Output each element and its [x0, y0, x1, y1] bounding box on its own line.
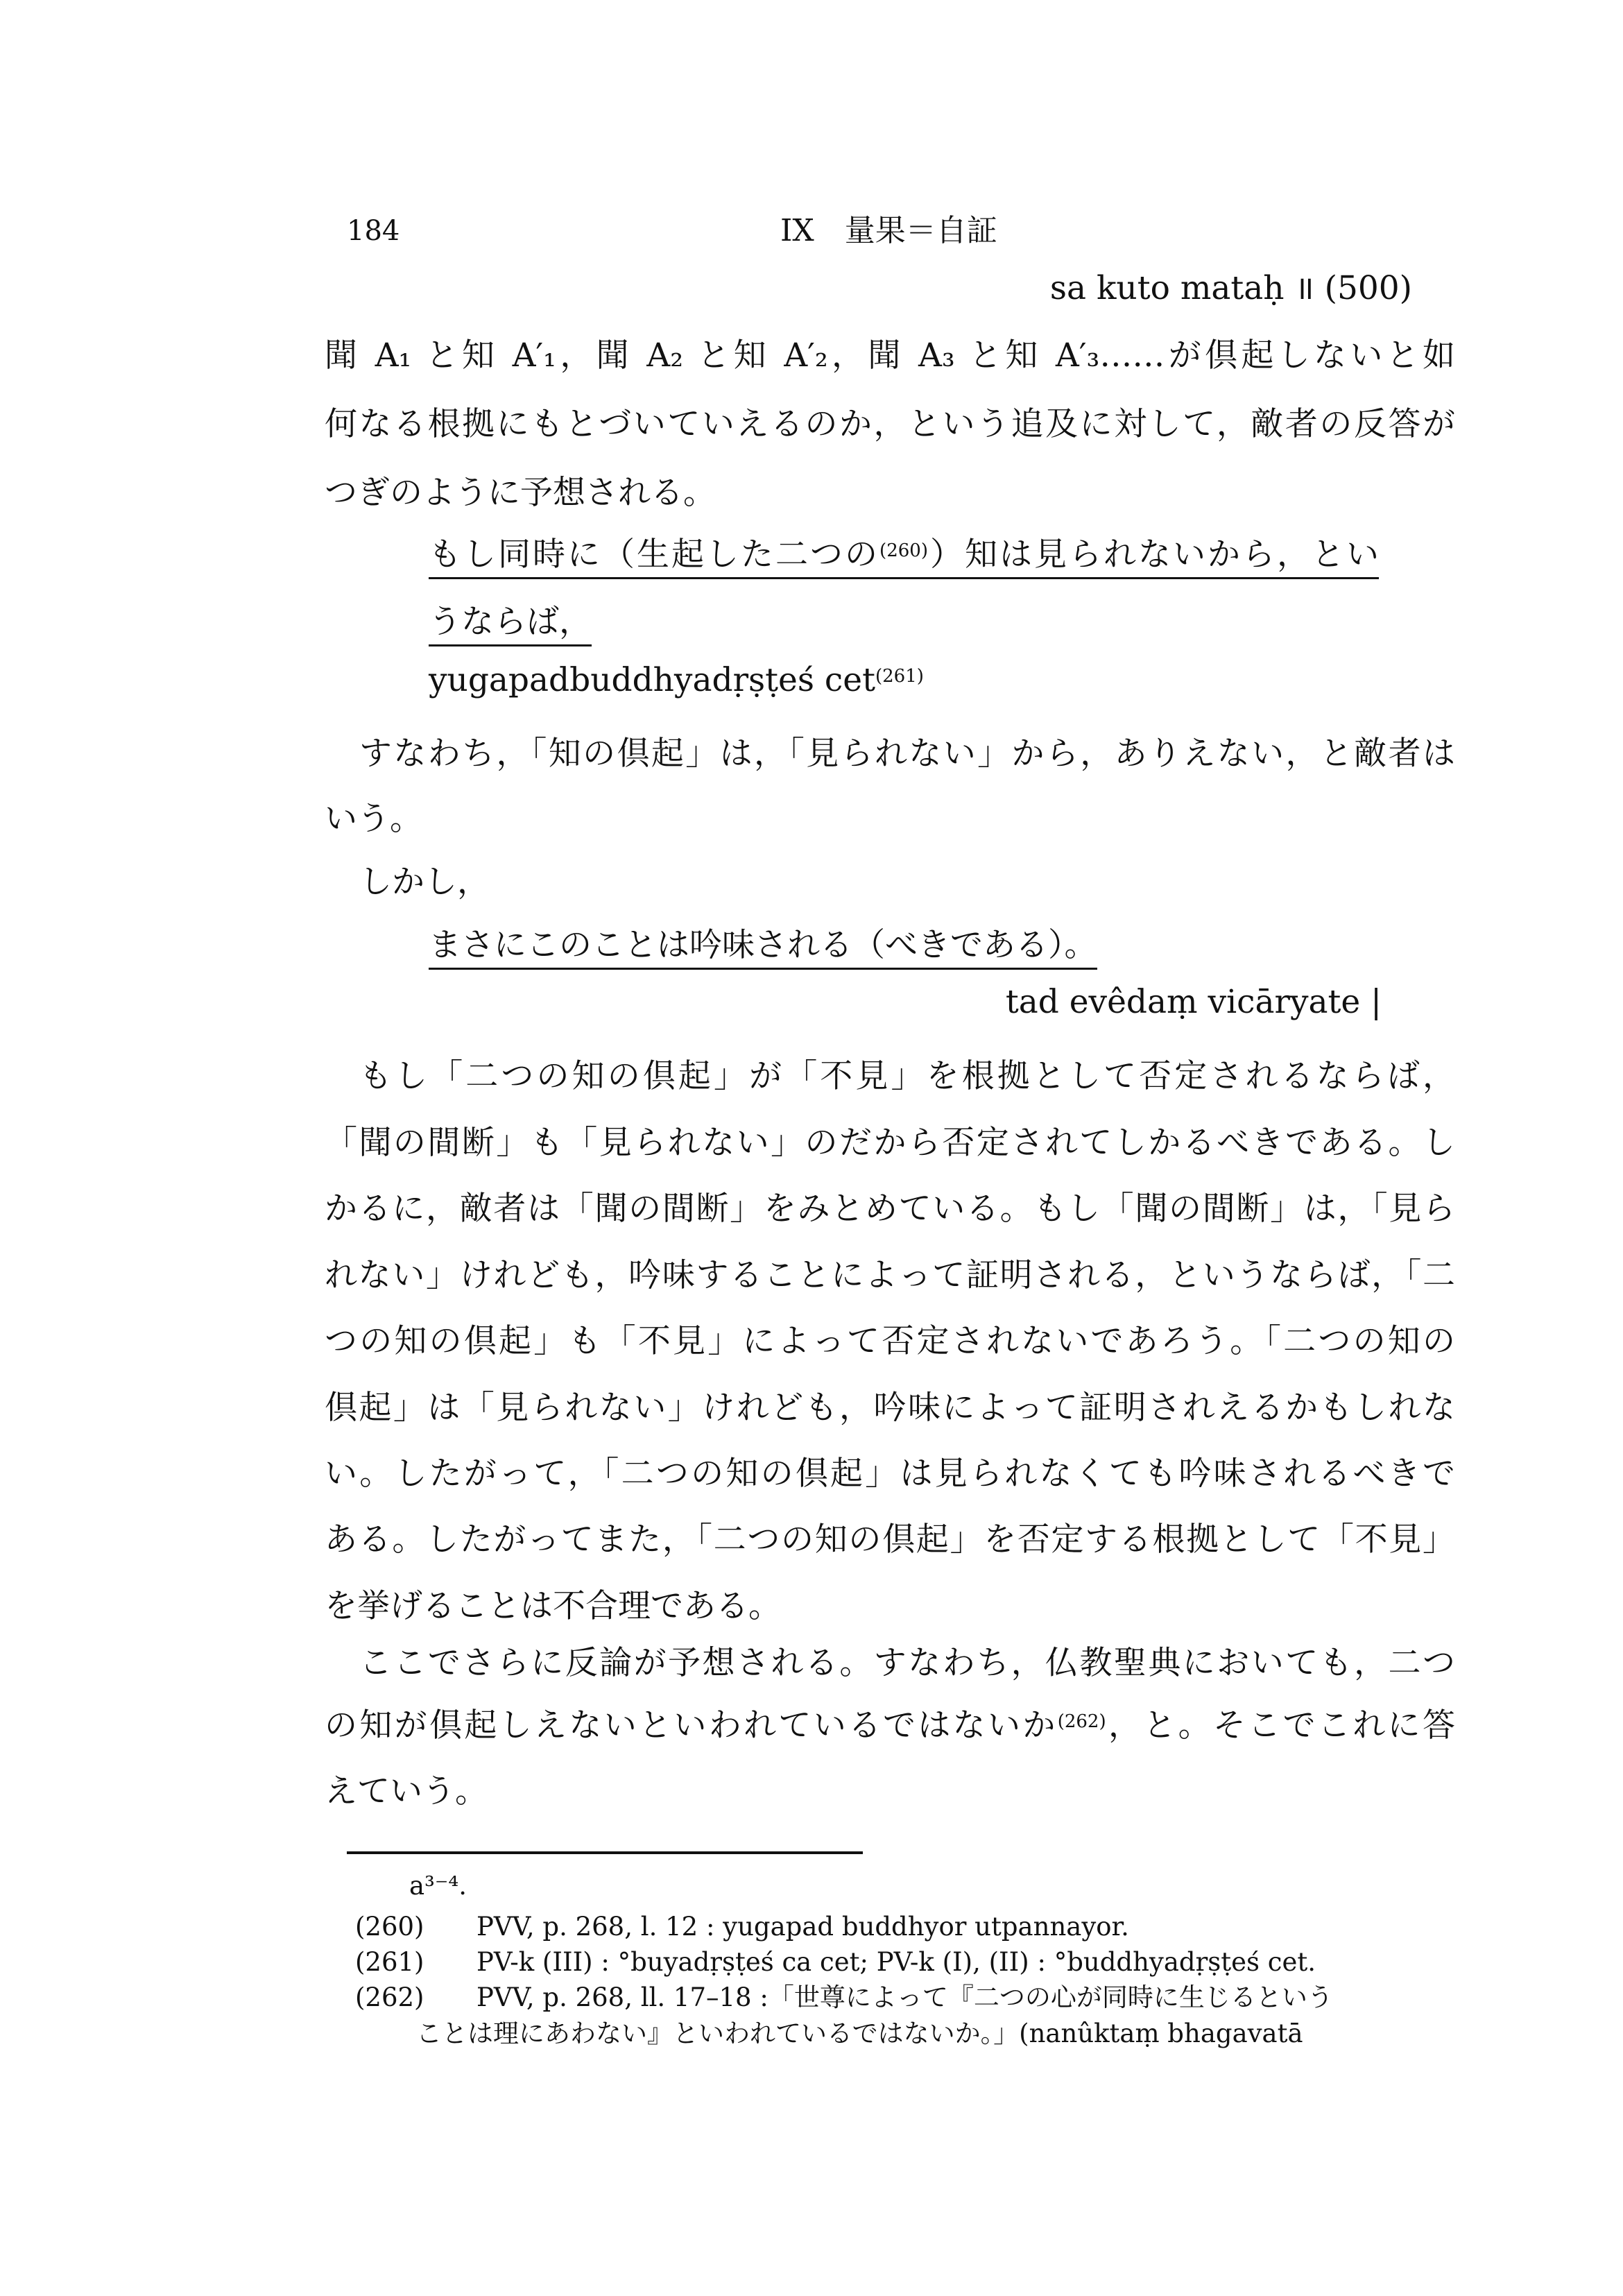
- para4-line: い。したがって，「二つの知の倶起」は見られなくても吟味されるべきで: [325, 1455, 1455, 1493]
- para1-line: 聞 A₁ と知 A′₁，聞 A₂ と知 A′₂，聞 A₃ と知 A′₃……が倶起しないと如: [325, 336, 1455, 375]
- quote1-sanskrit: [429, 660, 924, 701]
- footnote-text: PV-k (III) : °buyadṛṣṭeś ca cet; PV-k (I), (II) : °buddhyadṛṣṭeś cet.: [476, 1947, 1316, 1977]
- para4-line: つの知の倶起」も「不見」によって否定されないであろう。「二つの知の: [325, 1322, 1455, 1360]
- para4-line: 倶起」は「見られない」けれども，吟味によって証明されえるかもしれな: [325, 1389, 1455, 1427]
- para2-line: すなわち，「知の倶起」は，「見られない」から，ありえない，と敵者は: [359, 735, 1455, 773]
- verse-500: sa kuto mataḥ ॥ (500): [1049, 269, 1412, 307]
- para4-line: かるに，敵者は「聞の間断」をみとめている。もし「聞の間断」は，「見ら: [325, 1190, 1455, 1228]
- para5-text: ，と。そこでこれに答: [1106, 1706, 1456, 1745]
- footnote-number: (260): [355, 1912, 424, 1942]
- footnote-text: PVV, p. 268, l. 12 : yugapad buddhyor utpannayor.: [476, 1912, 1129, 1942]
- sanskrit-text: yugapadbuddhyadṛṣṭeś cet: [429, 661, 875, 699]
- footnote-rule: [347, 1851, 863, 1854]
- para4-line: を挙げることは不合理である。: [325, 1587, 781, 1625]
- footnote-ref-261[interactable]: (261): [875, 666, 924, 687]
- footnote-text: PVV, p. 268, ll. 17–18 :「世尊によって『二つの心が同時に生じるという: [476, 1982, 1333, 2012]
- footnote-number: (261): [355, 1947, 424, 1977]
- para4-line: 「聞の間断」も「見られない」のだから否定されてしかるべきである。し: [325, 1124, 1455, 1162]
- para5-text: の知が倶起しえないといわれているではないか: [325, 1706, 1058, 1745]
- quote2-text: まさにこのことは吟味される（べきである）。: [429, 925, 1097, 970]
- footnote-number: (262): [355, 1982, 424, 2012]
- footnote-ref-260[interactable]: (260): [879, 540, 928, 561]
- para4-line: れない」けれども，吟味することによって証明される，というならば，「二: [325, 1256, 1455, 1294]
- quote1-line2: うならば，: [429, 601, 592, 646]
- para5-line: ここでさらに反論が予想される。すなわち，仏教聖典においても，二つ: [359, 1644, 1455, 1682]
- footnote-262-cont: ことは理にあわない』といわれているではないか。」(nanûktaṃ bhagavatā: [416, 2019, 1303, 2048]
- quote1-text: もし同時に（生起した二つの: [429, 536, 880, 574]
- page-number: 184: [347, 215, 400, 247]
- para5-line: [325, 1705, 1455, 1747]
- quote2-sanskrit: tad evêdaṃ vicāryate |: [1005, 983, 1382, 1021]
- quote1-line1: [429, 534, 1379, 579]
- footnote-continuation: a³⁻⁴.: [409, 1871, 467, 1901]
- footnote-ref-262[interactable]: (262): [1057, 1711, 1106, 1732]
- chapter-title: IX 量果＝自証: [780, 213, 997, 248]
- quote1-text: ）知は見られないから，とい: [927, 536, 1380, 574]
- para5-line: えていう。: [325, 1772, 488, 1810]
- para1-line: つぎのように予想される。: [325, 474, 716, 512]
- para4-line: もし「二つの知の倶起」が「不見」を根拠として否定されるならば，: [359, 1057, 1455, 1095]
- para3: しかし，: [359, 863, 490, 901]
- para2-line: いう。: [325, 800, 422, 838]
- para1-line: 何なる根拠にもとづいていえるのか，という追及に対して，敵者の反答が: [325, 405, 1455, 443]
- para4-line: ある。したがってまた，「二つの知の倶起」を否定する根拠として「不見」: [325, 1520, 1455, 1559]
